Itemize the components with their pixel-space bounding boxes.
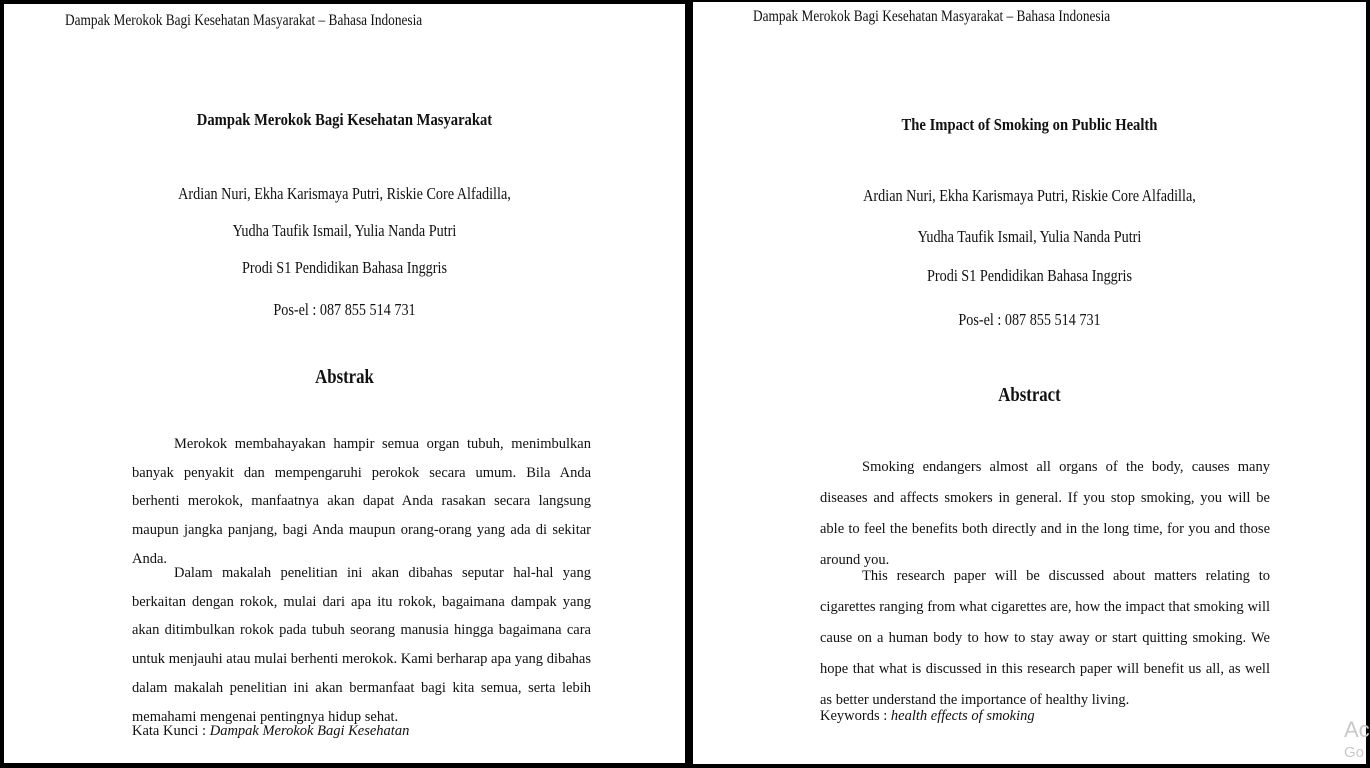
- abstract-paragraph-2: Dalam makalah penelitian ini akan dibahas seputar hal-hal yang berkaitan dengan rokok, mulai dari apa itu rokok, bagaimana dampak yang akan ditimbulkan rokok pada tubuh seorang manusia hingga bagaimana cara untuk menjauhi atau mulai berhenti merokok. Kami berharap apa yang dibahas dalam makalah penelitian ini akan bermanfaat bagi kita semua, serta lebih memahami mengenai pentingnya hidup sehat.: [132, 565, 591, 725]
- keywords-label: Kata Kunci :: [132, 723, 210, 739]
- paper-title: The Impact of Smoking on Public Health: [901, 115, 1158, 134]
- watermark-line-2: Go: [1344, 744, 1365, 761]
- authors-line-1: Ardian Nuri, Ekha Karismaya Putri, Riskie Core Alfadilla,: [863, 186, 1196, 205]
- keywords-line: [820, 708, 1035, 725]
- keywords-value: health effects of smoking: [890, 708, 1035, 724]
- document-page-english: [693, 2, 1370, 764]
- watermark-line-1: Ac: [1344, 717, 1370, 742]
- activation-watermark: [1344, 717, 1370, 761]
- abstract-heading: Abstract: [998, 385, 1061, 406]
- authors-line-2: Yudha Taufik Ismail, Yulia Nanda Putri: [917, 227, 1142, 246]
- study-program: Prodi S1 Pendidikan Bahasa Inggris: [927, 266, 1132, 285]
- study-program: Prodi S1 Pendidikan Bahasa Inggris: [242, 258, 447, 277]
- keywords-value: Dampak Merokok Bagi Kesehatan: [209, 723, 410, 739]
- abstract-paragraph-1: Smoking endangers almost all organs of the body, causes many diseases and affects smokers in general. If you stop smoking, you will be able to feel the benefits both directly and in the long time, for you and those around you.: [820, 459, 1270, 568]
- document-page-indonesian: [4, 4, 685, 763]
- paper-title: Dampak Merokok Bagi Kesehatan Masyarakat: [196, 110, 493, 129]
- contact-info: Pos-el : 087 855 514 731: [273, 300, 416, 319]
- contact-info: Pos-el : 087 855 514 731: [958, 310, 1101, 329]
- abstract-heading: Abstrak: [315, 367, 374, 388]
- abstract-paragraph-1: Merokok membahayakan hampir semua organ tubuh, menimbulkan banyak penyakit dan mempengaruhi perokok secara umum. Bila Anda berhenti merokok, manfaatnya akan dapat Anda rasakan secara langsung maupun jangka panjang, bagi Anda maupun orang-orang yang ada di sekitar Anda.: [132, 436, 591, 567]
- keywords-label: Keywords :: [820, 708, 891, 724]
- running-header: Dampak Merokok Bagi Kesehatan Masyarakat – Bahasa Indonesia: [753, 8, 1111, 25]
- authors-line-2: Yudha Taufik Ismail, Yulia Nanda Putri: [232, 221, 457, 240]
- keywords-line: [132, 723, 409, 740]
- abstract-paragraph-2: This research paper will be discussed about matters relating to cigarettes ranging from what cigarettes are, how the impact that smoking will cause on a human body to how to stay away or start quitting smoking. We hope that what is discussed in this research paper will benefit us all, as well as better understand the importance of healthy living.: [820, 568, 1270, 708]
- running-header: Dampak Merokok Bagi Kesehatan Masyarakat – Bahasa Indonesia: [65, 12, 423, 29]
- authors-line-1: Ardian Nuri, Ekha Karismaya Putri, Riskie Core Alfadilla,: [178, 184, 511, 203]
